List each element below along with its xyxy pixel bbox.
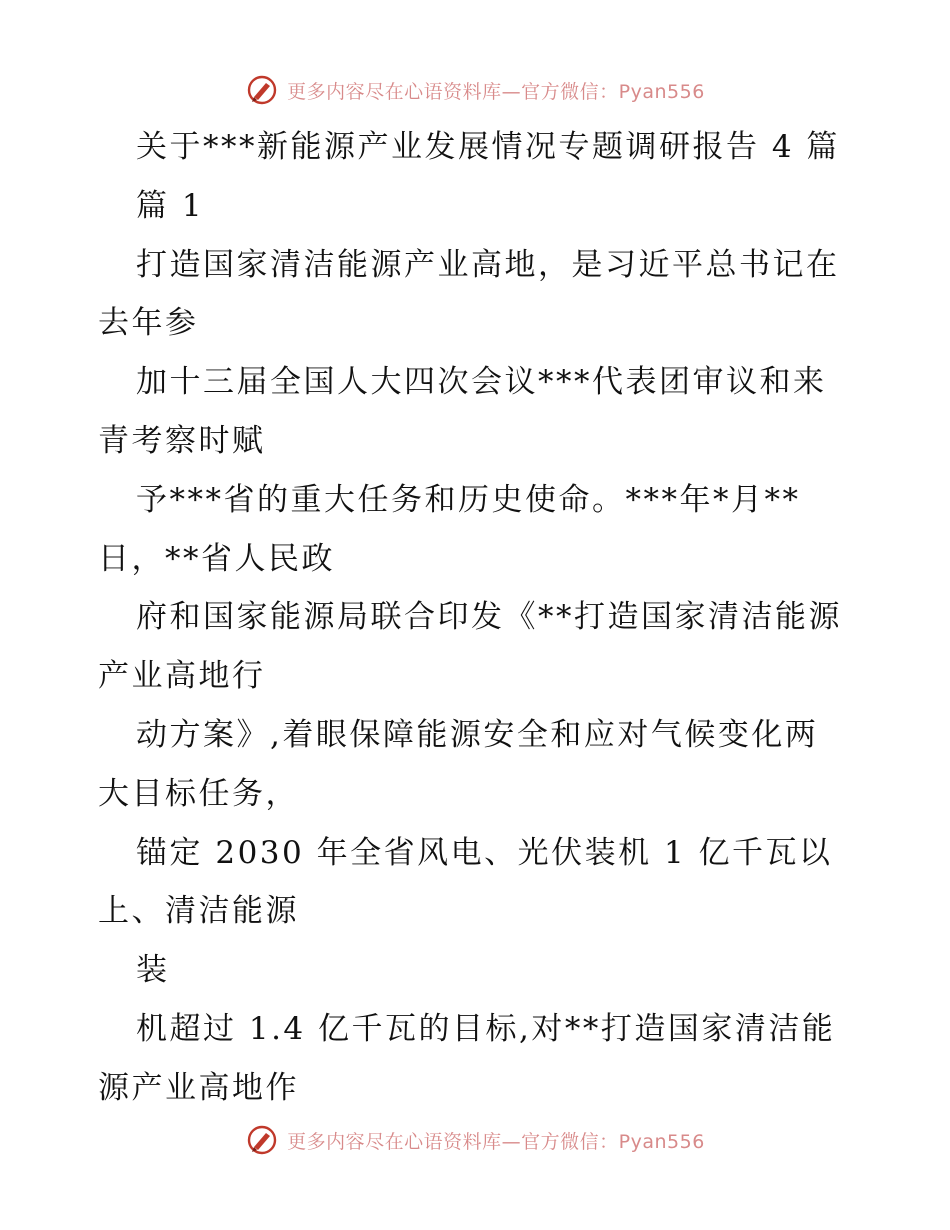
paragraph-line: 日，**省人民政 — [98, 540, 335, 577]
paragraph-line: 关于***新能源产业发展情况专题调研报告 4 篇 — [136, 129, 840, 165]
paragraph-line: 去年参 — [98, 305, 199, 342]
footer-watermark — [0, 1120, 950, 1160]
watermark-text: 更多内容尽在心语资料库—官方微信：Pyan556 — [287, 80, 705, 103]
paragraph-line: 机超过 1.4 亿千瓦的目标,对**打造国家清洁能 — [136, 1010, 836, 1047]
paragraph-line: 大目标任务， — [98, 775, 299, 812]
paragraph-line: 装 — [136, 952, 170, 989]
paragraph-line: 源产业高地作 — [98, 1069, 299, 1106]
paragraph-line: 上、清洁能源 — [98, 893, 299, 930]
paragraph-line: 产业高地行 — [98, 658, 266, 695]
header-watermark — [0, 70, 950, 110]
paragraph-line: 青考察时赋 — [98, 422, 266, 459]
paragraph-line: 予***省的重大任务和历史使命。***年*月** — [136, 481, 801, 518]
watermark-text: 更多内容尽在心语资料库—官方微信：Pyan556 — [287, 1130, 705, 1153]
pen-circle-logo-icon — [245, 1123, 279, 1157]
paragraph-line: 府和国家能源局联合印发《**打造国家清洁能源 — [136, 599, 842, 636]
paragraph-line: 打造国家清洁能源产业高地，是习近平总书记在 — [136, 246, 840, 283]
paragraph-line: 篇 1 — [136, 187, 205, 224]
paragraph-line: 加十三届全国人大四次会议***代表团审议和来 — [136, 364, 827, 401]
document-body — [98, 118, 878, 1118]
paragraph-line: 锚定 2030 年全省风电、光伏装机 1 亿千瓦以 — [136, 834, 833, 871]
pen-circle-logo-icon — [245, 73, 279, 107]
paragraph-line: 动方案》,着眼保障能源安全和应对气候变化两 — [136, 716, 819, 753]
